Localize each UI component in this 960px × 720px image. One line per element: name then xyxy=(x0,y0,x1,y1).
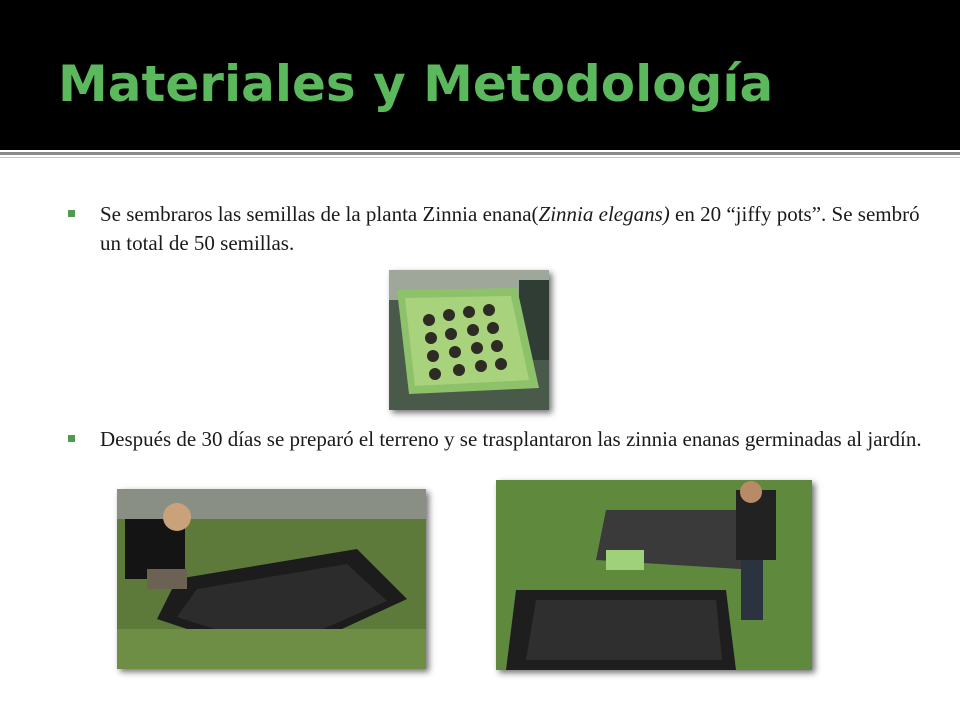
bullet-item-transplant xyxy=(68,425,928,454)
photo-seed-tray xyxy=(389,270,549,410)
title-divider xyxy=(0,152,960,155)
title-divider-thin xyxy=(0,157,960,158)
bullet-text xyxy=(100,200,928,258)
photo-garden-bed-planting xyxy=(496,480,812,670)
bullet-text xyxy=(100,425,928,454)
bullet-text-part: Se sembraros las semillas de la planta Zinnia enana( xyxy=(100,202,539,226)
slide-title: Materiales y Metodología xyxy=(58,55,774,113)
bullet-text-part: en 20 “jiffy pots”. Se sembró un total de 50 semillas. xyxy=(100,202,920,255)
photo-garden-bed-worker xyxy=(117,489,426,669)
species-name: Zinnia elegans) xyxy=(538,202,670,226)
square-bullet-icon xyxy=(68,210,75,217)
bullet-item-seeding xyxy=(68,200,928,258)
bullet-text-part: Después de 30 días se preparó el terreno y se trasplantaron las zinnia enanas germinadas al jardín. xyxy=(100,427,922,451)
square-bullet-icon xyxy=(68,435,75,442)
